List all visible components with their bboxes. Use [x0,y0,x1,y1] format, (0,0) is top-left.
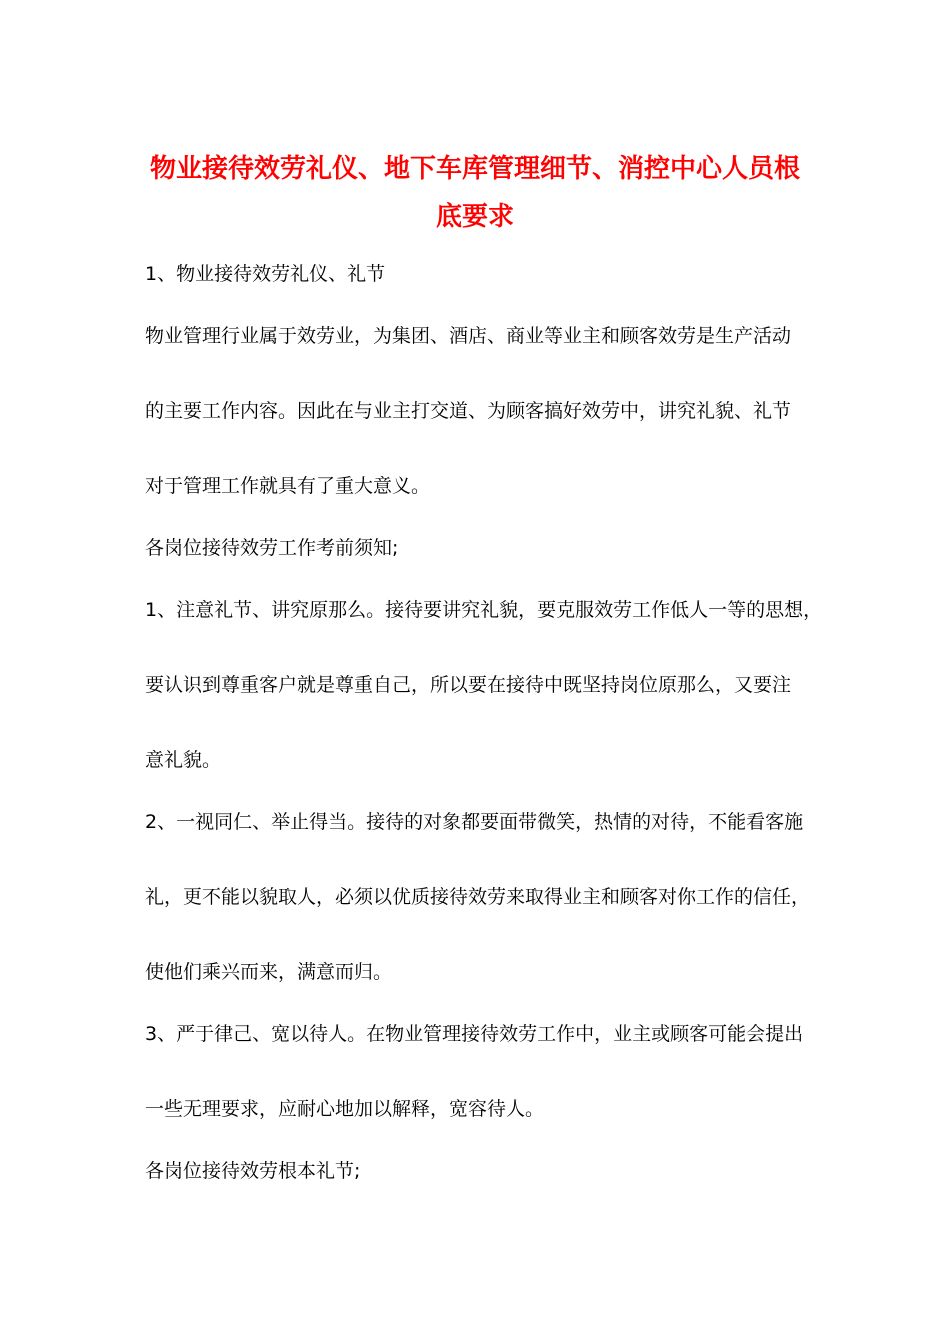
document-title-line-2: 底要求 [435,202,514,232]
list-item-1-line: 要认识到尊重客户就是尊重自己，所以要在接待中既坚持岗位原那么，又要注 [145,674,792,696]
list-item-2-line: 2、一视同仁、举止得当。接待的对象都要面带微笑，热情的对待，不能看客施 [145,811,804,833]
list-item-1-line: 意礼貌。 [145,749,222,771]
paragraph-line: 物业管理行业属于效劳业，为集团、酒店、商业等业主和顾客效劳是生产活动 [145,325,792,347]
list-item-3-line: 3、严于律己、宽以待人。在物业管理接待效劳工作中，业主或顾客可能会提出 [145,1023,804,1045]
list-item-3-line: 一些无理要求，应耐心地加以解释，宽容待人。 [145,1098,545,1120]
subheading-basic-etiquette: 各岗位接待效劳根本礼节; [145,1160,361,1182]
paragraph-line: 的主要工作内容。因此在与业主打交道、为顾客搞好效劳中，讲究礼貌、礼节 [145,400,792,422]
subheading-notes: 各岗位接待效劳工作考前须知; [145,537,399,559]
list-item-2-line: 使他们乘兴而来，满意而归。 [145,961,393,983]
list-item-1-line: 1、注意礼节、讲究原那么。接待要讲究礼貌，要克服效劳工作低人一等的思想， [145,599,823,621]
section-heading-etiquette: 1、物业接待效劳礼仪、礼节 [145,263,386,285]
paragraph-line: 对于管理工作就具有了重大意义。 [145,475,431,497]
document-title-line-1: 物业接待效劳礼仪、地下车库管理细节、消控中心人员根 [149,154,800,184]
list-item-2-line: 礼，更不能以貌取人，必须以优质接待效劳来取得业主和顾客对你工作的信任， [145,886,811,908]
